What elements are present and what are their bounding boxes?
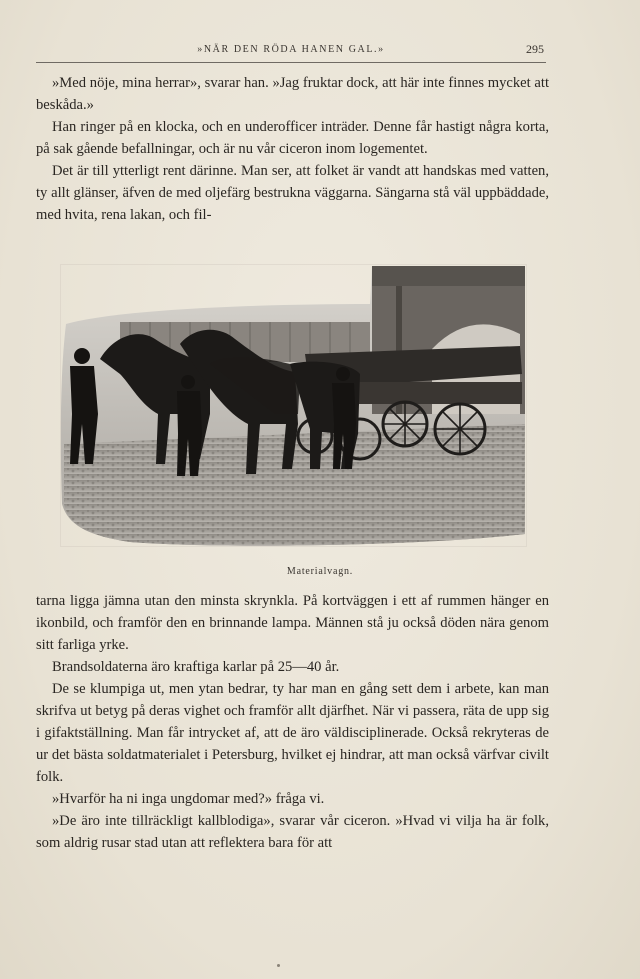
paragraph: »De äro inte tillräckligt kallblodiga», svarar vår ciceron. »Hvad vi vilja ha är folk, som aldrig rusar stad utan att reflektera bara för att	[36, 813, 549, 851]
paragraph: Han ringer på en klocka, och en underofficer inträder. Denne får hastigt några korta, på sak gående befallningar, och är nu vår ciceron inom logementet.	[36, 119, 549, 157]
paragraph: Det är till ytterligt rent därinne. Man ser, att folket är vandt att handskas med vatten, ty allt glänser, äfven de med oljefärg bestrukna väggarna. Sängarna stå väl uppbäddade, med hvita, rena lakan, och fil-	[36, 163, 549, 223]
text-block-top	[36, 72, 549, 226]
paragraph: »Med nöje, mina herrar», svarar han. »Jag fruktar dock, att här inte finnes mycket att beskåda.»	[36, 75, 549, 113]
paragraph: tarna ligga jämna utan den minsta skrynkla. På kortväggen i ett af rummen hänger en ikonbild, och framför den en brinnande lampa. Männen stå ju också döden nära genom sitt farliga yrke.	[36, 593, 549, 653]
paragraph: De se klumpiga ut, men ytan bedrar, ty har man en gång sett dem i arbete, kan man skrifva ut betyg på deras vighet och framför allt djärfhet. När vi passera, räta de upp sig i gifaktställning. Man får intrycket af, att de äro väldisciplinerade. Också rekryteras de ur det bästa soldatmaterialet i Petersburg, hvilket ej hindrar, att man också värfvar civilt folk.	[36, 681, 549, 785]
paragraph: Brandsoldaterna äro kraftiga karlar på 25—40 år.	[52, 659, 340, 675]
running-title: »NÄR DEN RÖDA HANEN GAL.»	[197, 44, 385, 55]
photo-material-wagon	[60, 264, 527, 547]
paragraph: »Hvarför ha ni inga ungdomar med?» fråga vi.	[52, 791, 325, 807]
figure-caption: Materialvagn.	[286, 566, 354, 577]
text-block-bottom	[36, 590, 549, 854]
page-header	[36, 42, 546, 63]
page-number: 295	[526, 42, 544, 56]
paper-speck	[277, 964, 280, 967]
